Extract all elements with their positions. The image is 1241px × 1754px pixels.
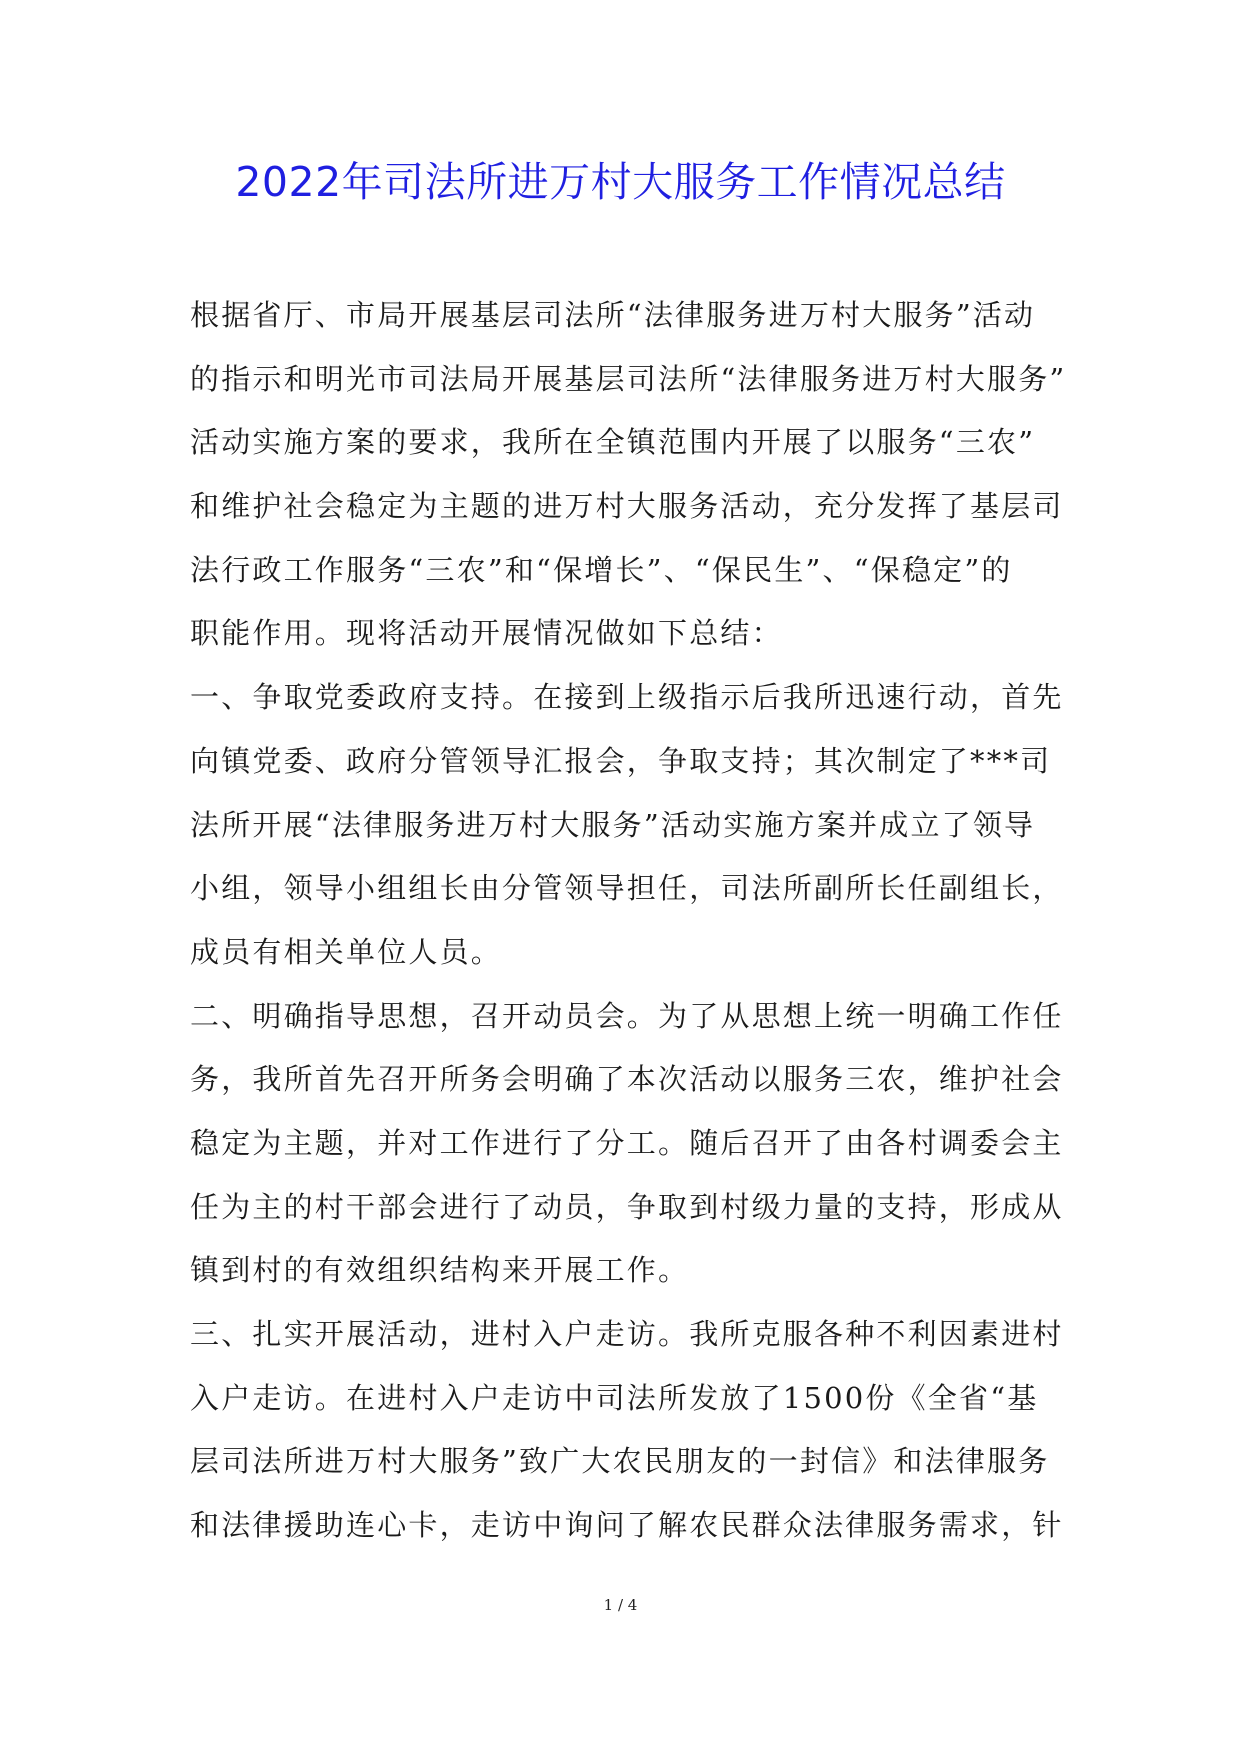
body-line: 向镇党委、政府分管领导汇报会，争取支持；其次制定了***司	[190, 743, 1052, 778]
body-line: 和法律援助连心卡，走访中询问了解农民群众法律服务需求，针	[190, 1508, 1064, 1543]
body-line: 三、扎实开展活动，进村入户走访。我所克服各种不利因素进村	[190, 1317, 1064, 1351]
body-line: 法所开展“法律服务进万村大服务”活动实施方案并成立了领导	[190, 807, 1036, 842]
body-line: 活动实施方案的要求，我所在全镇范围内开展了以服务“三农”	[190, 425, 1036, 460]
body-line: 入户走访。在进村入户走访中司法所发放了1500份《全省“基	[190, 1380, 1039, 1415]
body-line: 稳定为主题，并对工作进行了分工。随后召开了由各村调委会主	[190, 1125, 1064, 1160]
document-title: 2022年司法所进万村大服务工作情况总结	[235, 158, 1006, 206]
body-line: 和维护社会稳定为主题的进万村大服务活动，充分发挥了基层司	[190, 489, 1064, 524]
body-line: 的指示和明光市司法局开展基层司法所“法律服务进万村大服务”	[190, 361, 1067, 396]
page-number: 1 / 4	[603, 1596, 638, 1614]
body-line: 成员有相关单位人员。	[190, 934, 503, 969]
body-line: 小组，领导小组组长由分管领导担任，司法所副所长任副组长，	[190, 871, 1064, 906]
body-line: 法行政工作服务“三农”和“保增长”、“保民生”、“保稳定”的	[190, 552, 1013, 587]
body-line: 一、争取党委政府支持。在接到上级指示后我所迅速行动，首先	[190, 680, 1064, 715]
body-line: 务，我所首先召开所务会明确了本次活动以服务三农，维护社会	[190, 1062, 1064, 1097]
body-line: 二、明确指导思想，召开动员会。为了从思想上统一明确工作任	[190, 998, 1064, 1033]
body-line: 镇到村的有效组织结构来开展工作。	[190, 1253, 690, 1288]
body-line: 职能作用。现将活动开展情况做如下总结：	[190, 616, 783, 651]
body-line: 根据省厅、市局开展基层司法所“法律服务进万村大服务”活动	[190, 298, 1036, 332]
body-line: 层司法所进万村大服务”致广大农民朋友的一封信》和法律服务	[190, 1444, 1050, 1479]
document-body	[190, 284, 1067, 1558]
body-line: 任为主的村干部会进行了动员，争取到村级力量的支持，形成从	[190, 1189, 1064, 1224]
